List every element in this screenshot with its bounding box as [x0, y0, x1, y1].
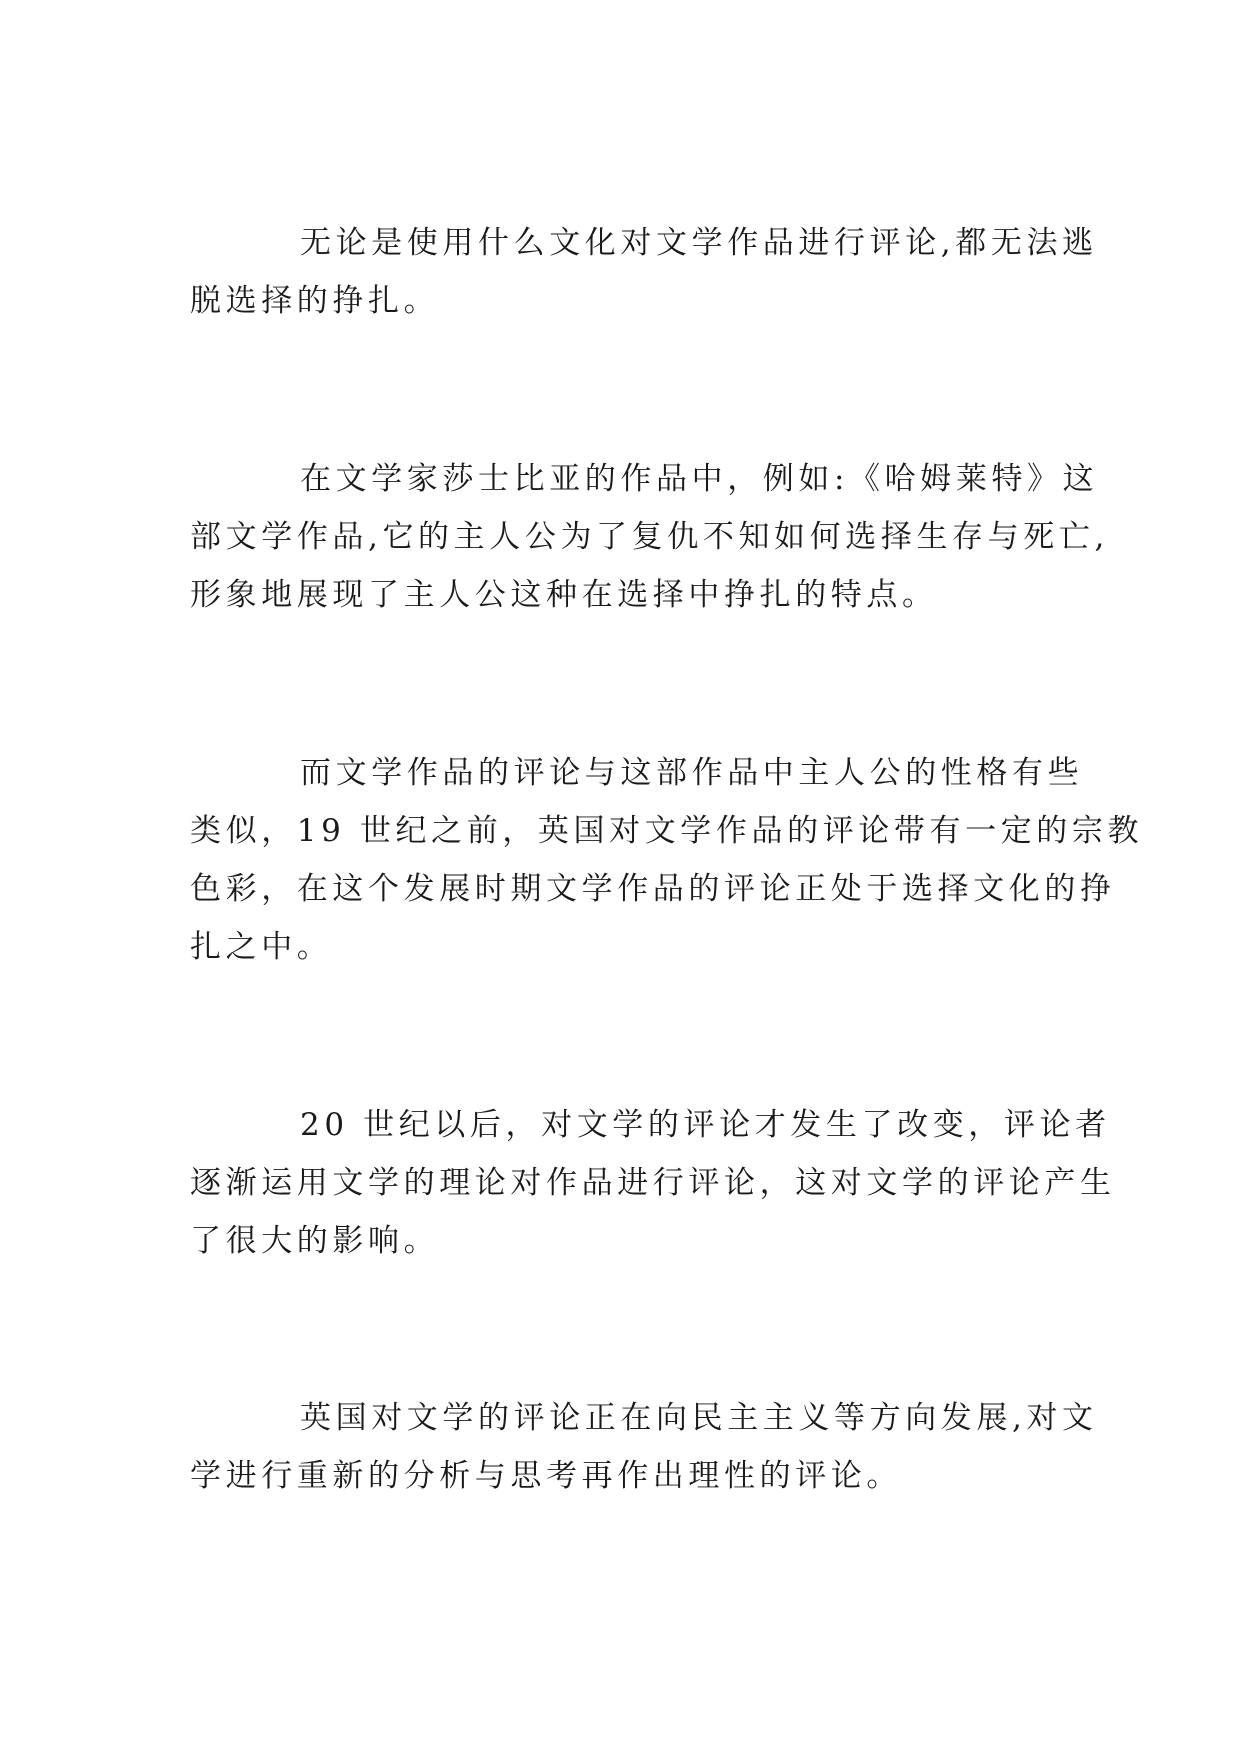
- paragraph-line: 在文学家莎士比亚的作品中，例如:《哈姆莱特》这: [300, 461, 1099, 497]
- paragraph-line: 逐渐运用文学的理论对作品进行评论，这对文学的评论产生: [190, 1165, 1116, 1201]
- paragraph: [190, 1389, 1098, 1505]
- paragraph: [190, 744, 1144, 976]
- paragraph-line: 了很大的影响。: [190, 1223, 440, 1259]
- paragraph-line: 学进行重新的分析与思考再作出理性的评论。: [190, 1458, 902, 1494]
- paragraph-line: 无论是使用什么文化对文学作品进行评论,都无法逃: [300, 225, 1098, 261]
- paragraph-line: 脱选择的挣扎。: [190, 283, 440, 319]
- paragraph: [190, 214, 1098, 330]
- paragraph-line: 而文学作品的评论与这部作品中主人公的性格有些: [300, 755, 1084, 791]
- paragraph-line: 20 世纪以后，对文学的评论才发生了改变，评论者: [300, 1107, 1111, 1143]
- paragraph: [190, 1096, 1116, 1270]
- paragraph-line: 形象地展现了主人公这种在选择中挣扎的特点。: [190, 577, 938, 613]
- paragraph-line: 英国对文学的评论正在向民主主义等方向发展,对文: [300, 1400, 1098, 1436]
- paragraph-line: 类似，19 世纪之前，英国对文学作品的评论带有一定的宗教: [190, 813, 1144, 849]
- paragraph-line: 部文学作品,它的主人公为了复仇不知如何选择生存与死亡,: [190, 519, 1109, 555]
- paragraph-line: 扎之中。: [190, 929, 333, 965]
- paragraph-line: 色彩，在这个发展时期文学作品的评论正处于选择文化的挣: [190, 871, 1116, 907]
- paragraph: [190, 450, 1109, 624]
